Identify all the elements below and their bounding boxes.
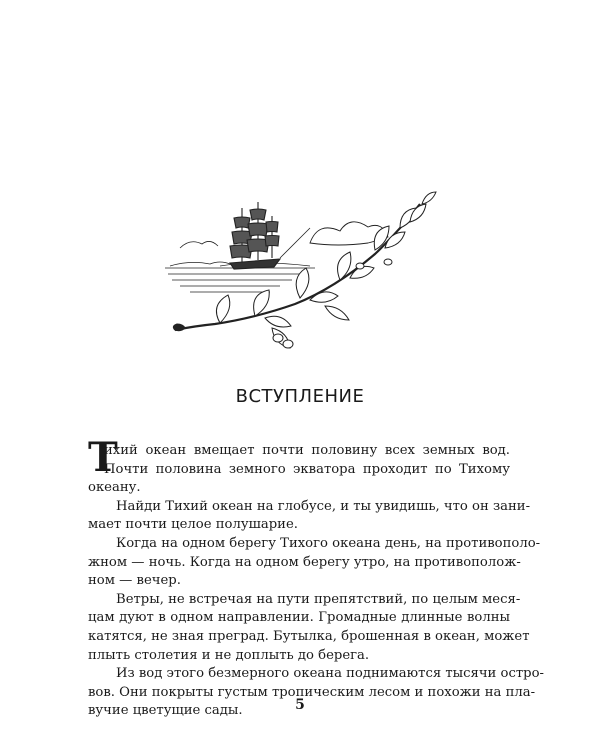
body-text: [88, 434, 545, 721]
text-line: плыть столетия и не доплыть до берега.: [88, 647, 370, 663]
text-line: ихий океан вмещает почти половину всех земных вод.: [104, 443, 510, 458]
page-number: 5: [295, 697, 305, 713]
text-line: Из вод этого безмерного океана поднимаются тысячи остро-: [116, 666, 545, 682]
text-line: Почти половина земного экватора проходит по Тихому: [104, 461, 510, 477]
text-line: цам дуют в одном направлении. Громадные длинные волны: [88, 610, 510, 626]
chapter-title: ВСТУПЛЕНИЕ: [235, 386, 365, 407]
text-line: мает почти целое полушарие.: [88, 517, 298, 533]
text-line: Найди Тихий океан на глобусе, и ты увидишь, что он зани-: [116, 498, 531, 514]
text-line: катятся, не зная преград. Бутылка, брошенная в океан, может: [88, 628, 530, 644]
ship-and-olive-branch-icon: [160, 188, 445, 356]
text-line: океану.: [88, 480, 141, 496]
text-line: вучие цветущие сады.: [88, 703, 243, 719]
text-line: вов. Они покрыты густым тропическим лесом и похожи на пла-: [88, 684, 536, 700]
drop-cap: Т: [88, 434, 118, 481]
text-line: ном — вечер.: [88, 573, 181, 589]
text-line: Ветры, не встречая на пути препятствий, по целым меся-: [116, 591, 521, 607]
text-line: Когда на одном берегу Тихого океана день, на противополо-: [116, 535, 541, 551]
text-line: жном — ночь. Когда на одном берегу утро, на противополож-: [88, 554, 521, 570]
